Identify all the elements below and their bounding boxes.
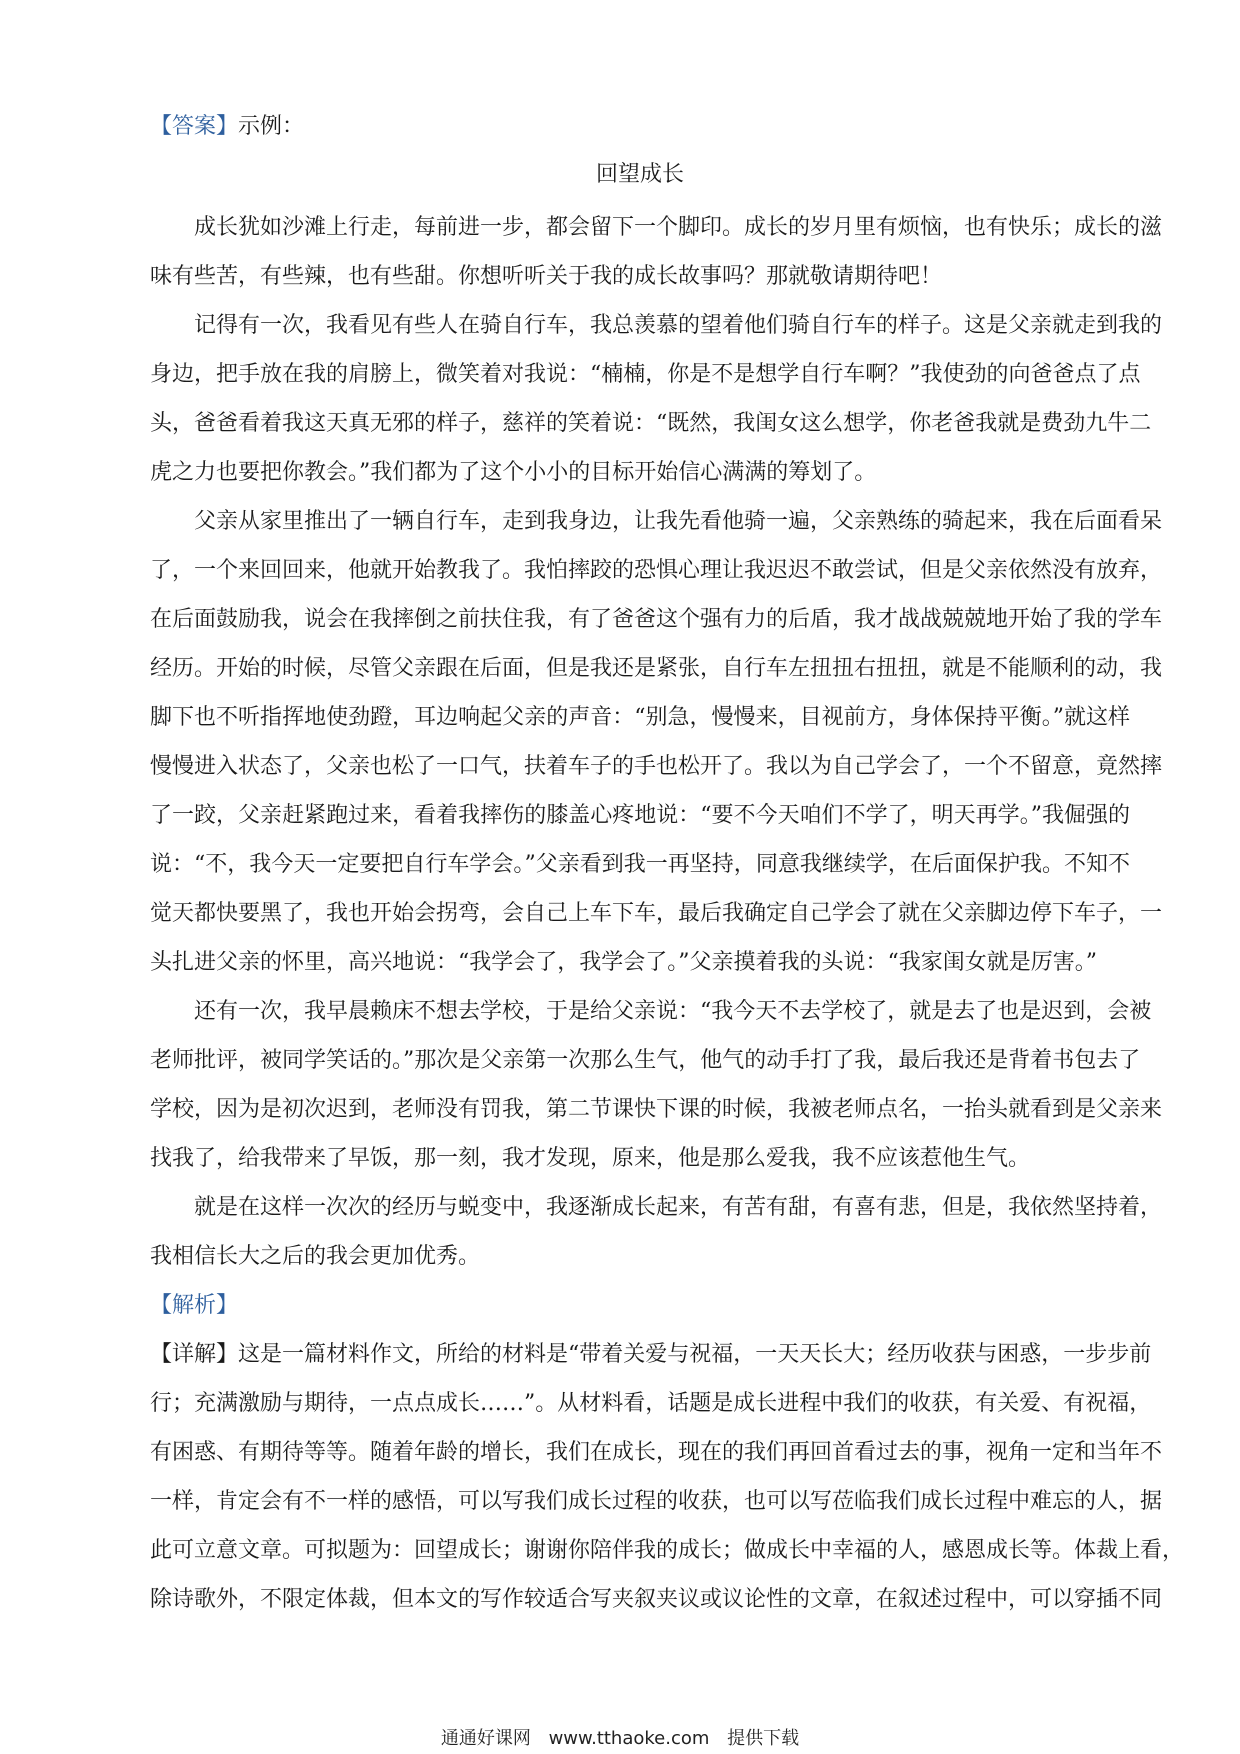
essay-line: 觉天都快要黑了，我也开始会拐弯，会自己上车下车，最后我确定自己学会了就在父亲脚边停下车子，一 xyxy=(150,901,1163,926)
essay-line: 头，爸爸看着我这天真无邪的样子，慈祥的笑着说：“既然，我闺女这么想学，你老爸我就是费劲九牛二 xyxy=(150,411,1152,436)
essay-line: 成长犹如沙滩上行走，每前进一步，都会留下一个脚印。成长的岁月里有烦恼，也有快乐；成长的滋 xyxy=(194,215,1163,240)
essay-paragraph xyxy=(150,987,1163,1183)
essay-paragraph xyxy=(150,203,1163,301)
analysis-line xyxy=(150,1330,1152,1379)
essay-line: 虎之力也要把你教会。”我们都为了这个小小的目标开始信心满满的筹划了。 xyxy=(150,460,877,485)
answer-heading xyxy=(150,102,1130,151)
essay-line: 老师批评，被同学笑话的。”那次是父亲第一次那么生气，他气的动手打了我，最后我还是背着书包去了 xyxy=(150,1048,1141,1073)
analysis-body xyxy=(150,1330,1185,1624)
essay-line: 脚下也不听指挥地使劲蹬，耳边响起父亲的声音：“别急，慢慢来，目视前方，身体保持平衡。”就这样 xyxy=(150,705,1130,730)
answer-prefix: 示例： xyxy=(238,114,305,139)
essay-line: 还有一次，我早晨赖床不想去学校，于是给父亲说：“我今天不去学校了，就是去了也是迟到，会被 xyxy=(194,999,1152,1024)
essay-line: 就是在这样一次次的经历与蜕变中，我逐渐成长起来，有苦有甜，有喜有悲，但是，我依然坚持着， xyxy=(194,1195,1163,1220)
essay-line: 了一跤，父亲赶紧跑过来，看着我摔伤的膝盖心疼地说：“要不今天咱们不学了，明天再学。”我倔强的 xyxy=(150,803,1130,828)
analysis-line: 有困惑、有期待等等。随着年龄的增长，我们在成长，现在的我们再回首看过去的事，视角一定和当年不 xyxy=(150,1440,1163,1465)
essay-line: 慢慢进入状态了，父亲也松了一口气，扶着车子的手也松开了。我以为自己学会了，一个不留意，竟然摔 xyxy=(150,754,1163,779)
footer-site-name: 通通好课网 xyxy=(440,1728,531,1749)
footer-url[interactable]: www.tthaoke.com xyxy=(548,1728,710,1749)
essay-line: 找我了，给我带来了早饭，那一刻，我才发现，原来，他是那么爱我，我不应该惹他生气。 xyxy=(150,1146,1031,1171)
footer-note: 提供下载 xyxy=(727,1728,800,1749)
analysis-heading xyxy=(150,1281,1130,1330)
essay-body xyxy=(150,203,1163,1281)
analysis-line: 除诗歌外，不限定体裁，但本文的写作较适合写夹叙夹议或议论性的文章，在叙述过程中，可以穿插不同 xyxy=(150,1587,1163,1612)
essay-line: 身边，把手放在我的肩膀上，微笑着对我说：“楠楠，你是不是想学自行车啊？”我使劲的向爸爸点了点 xyxy=(150,362,1141,387)
analysis-line: 行；充满激励与期待，一点点成长……”。从材料看，话题是成长进程中我们的收获，有关爱、有祝福， xyxy=(150,1391,1152,1416)
essay-title: 回望成长 xyxy=(595,162,684,187)
essay-line: 在后面鼓励我，说会在我摔倒之前扶住我，有了爸爸这个强有力的后盾，我才战战兢兢地开始了我的学车 xyxy=(150,607,1163,632)
essay-paragraph xyxy=(150,301,1163,497)
essay-line: 经历。开始的时候，尽管父亲跟在后面，但是我还是紧张，自行车左扭扭右扭扭，就是不能顺利的动，我 xyxy=(150,656,1163,681)
essay-line: 父亲从家里推出了一辆自行车，走到我身边，让我先看他骑一遍，父亲熟练的骑起来，我在后面看呆 xyxy=(194,509,1163,534)
document-body xyxy=(150,102,1185,1624)
essay-line: 了，一个来回回来，他就开始教我了。我怕摔跤的恐惧心理让我迟迟不敢尝试，但是父亲依然没有放弃， xyxy=(150,558,1163,583)
essay-paragraph xyxy=(150,1183,1163,1281)
detail-label: 【详解】 xyxy=(150,1342,239,1367)
analysis-line-text: 这是一篇材料作文，所给的材料是“带着关爱与祝福，一天天长大；经历收获与困惑，一步步前 xyxy=(238,1342,1152,1367)
essay-line: 我相信长大之后的我会更加优秀。 xyxy=(150,1244,481,1269)
answer-label: 【答案】 xyxy=(150,114,239,139)
analysis-line: 一样，肯定会有不一样的感悟，可以写我们成长过程的收获，也可以写莅临我们成长过程中难忘的人，据 xyxy=(150,1489,1163,1514)
essay-line: 学校，因为是初次迟到，老师没有罚我，第二节课快下课的时候，我被老师点名，一抬头就看到是父亲来 xyxy=(150,1097,1163,1122)
essay-line: 头扎进父亲的怀里，高兴地说：“我学会了，我学会了。”父亲摸着我的头说：“我家闺女就是厉害。” xyxy=(150,950,1097,975)
essay-line: 说：“不，我今天一定要把自行车学会。”父亲看到我一再坚持，同意我继续学，在后面保护我。不知不 xyxy=(150,852,1130,877)
essay-line: 记得有一次，我看见有些人在骑自行车，我总羡慕的望着他们骑自行车的样子。这是父亲就走到我的 xyxy=(194,313,1163,338)
analysis-label: 【解析】 xyxy=(150,1293,239,1318)
essay-line: 味有些苦，有些辣，也有些甜。你想听听关于我的成长故事吗？那就敬请期待吧！ xyxy=(150,264,943,289)
analysis-line: 此可立意文章。可拟题为：回望成长；谢谢你陪伴我的成长；做成长中幸福的人，感恩成长等。体裁上看， xyxy=(150,1538,1185,1563)
essay-paragraph xyxy=(150,497,1163,987)
page-footer xyxy=(0,1724,1240,1750)
